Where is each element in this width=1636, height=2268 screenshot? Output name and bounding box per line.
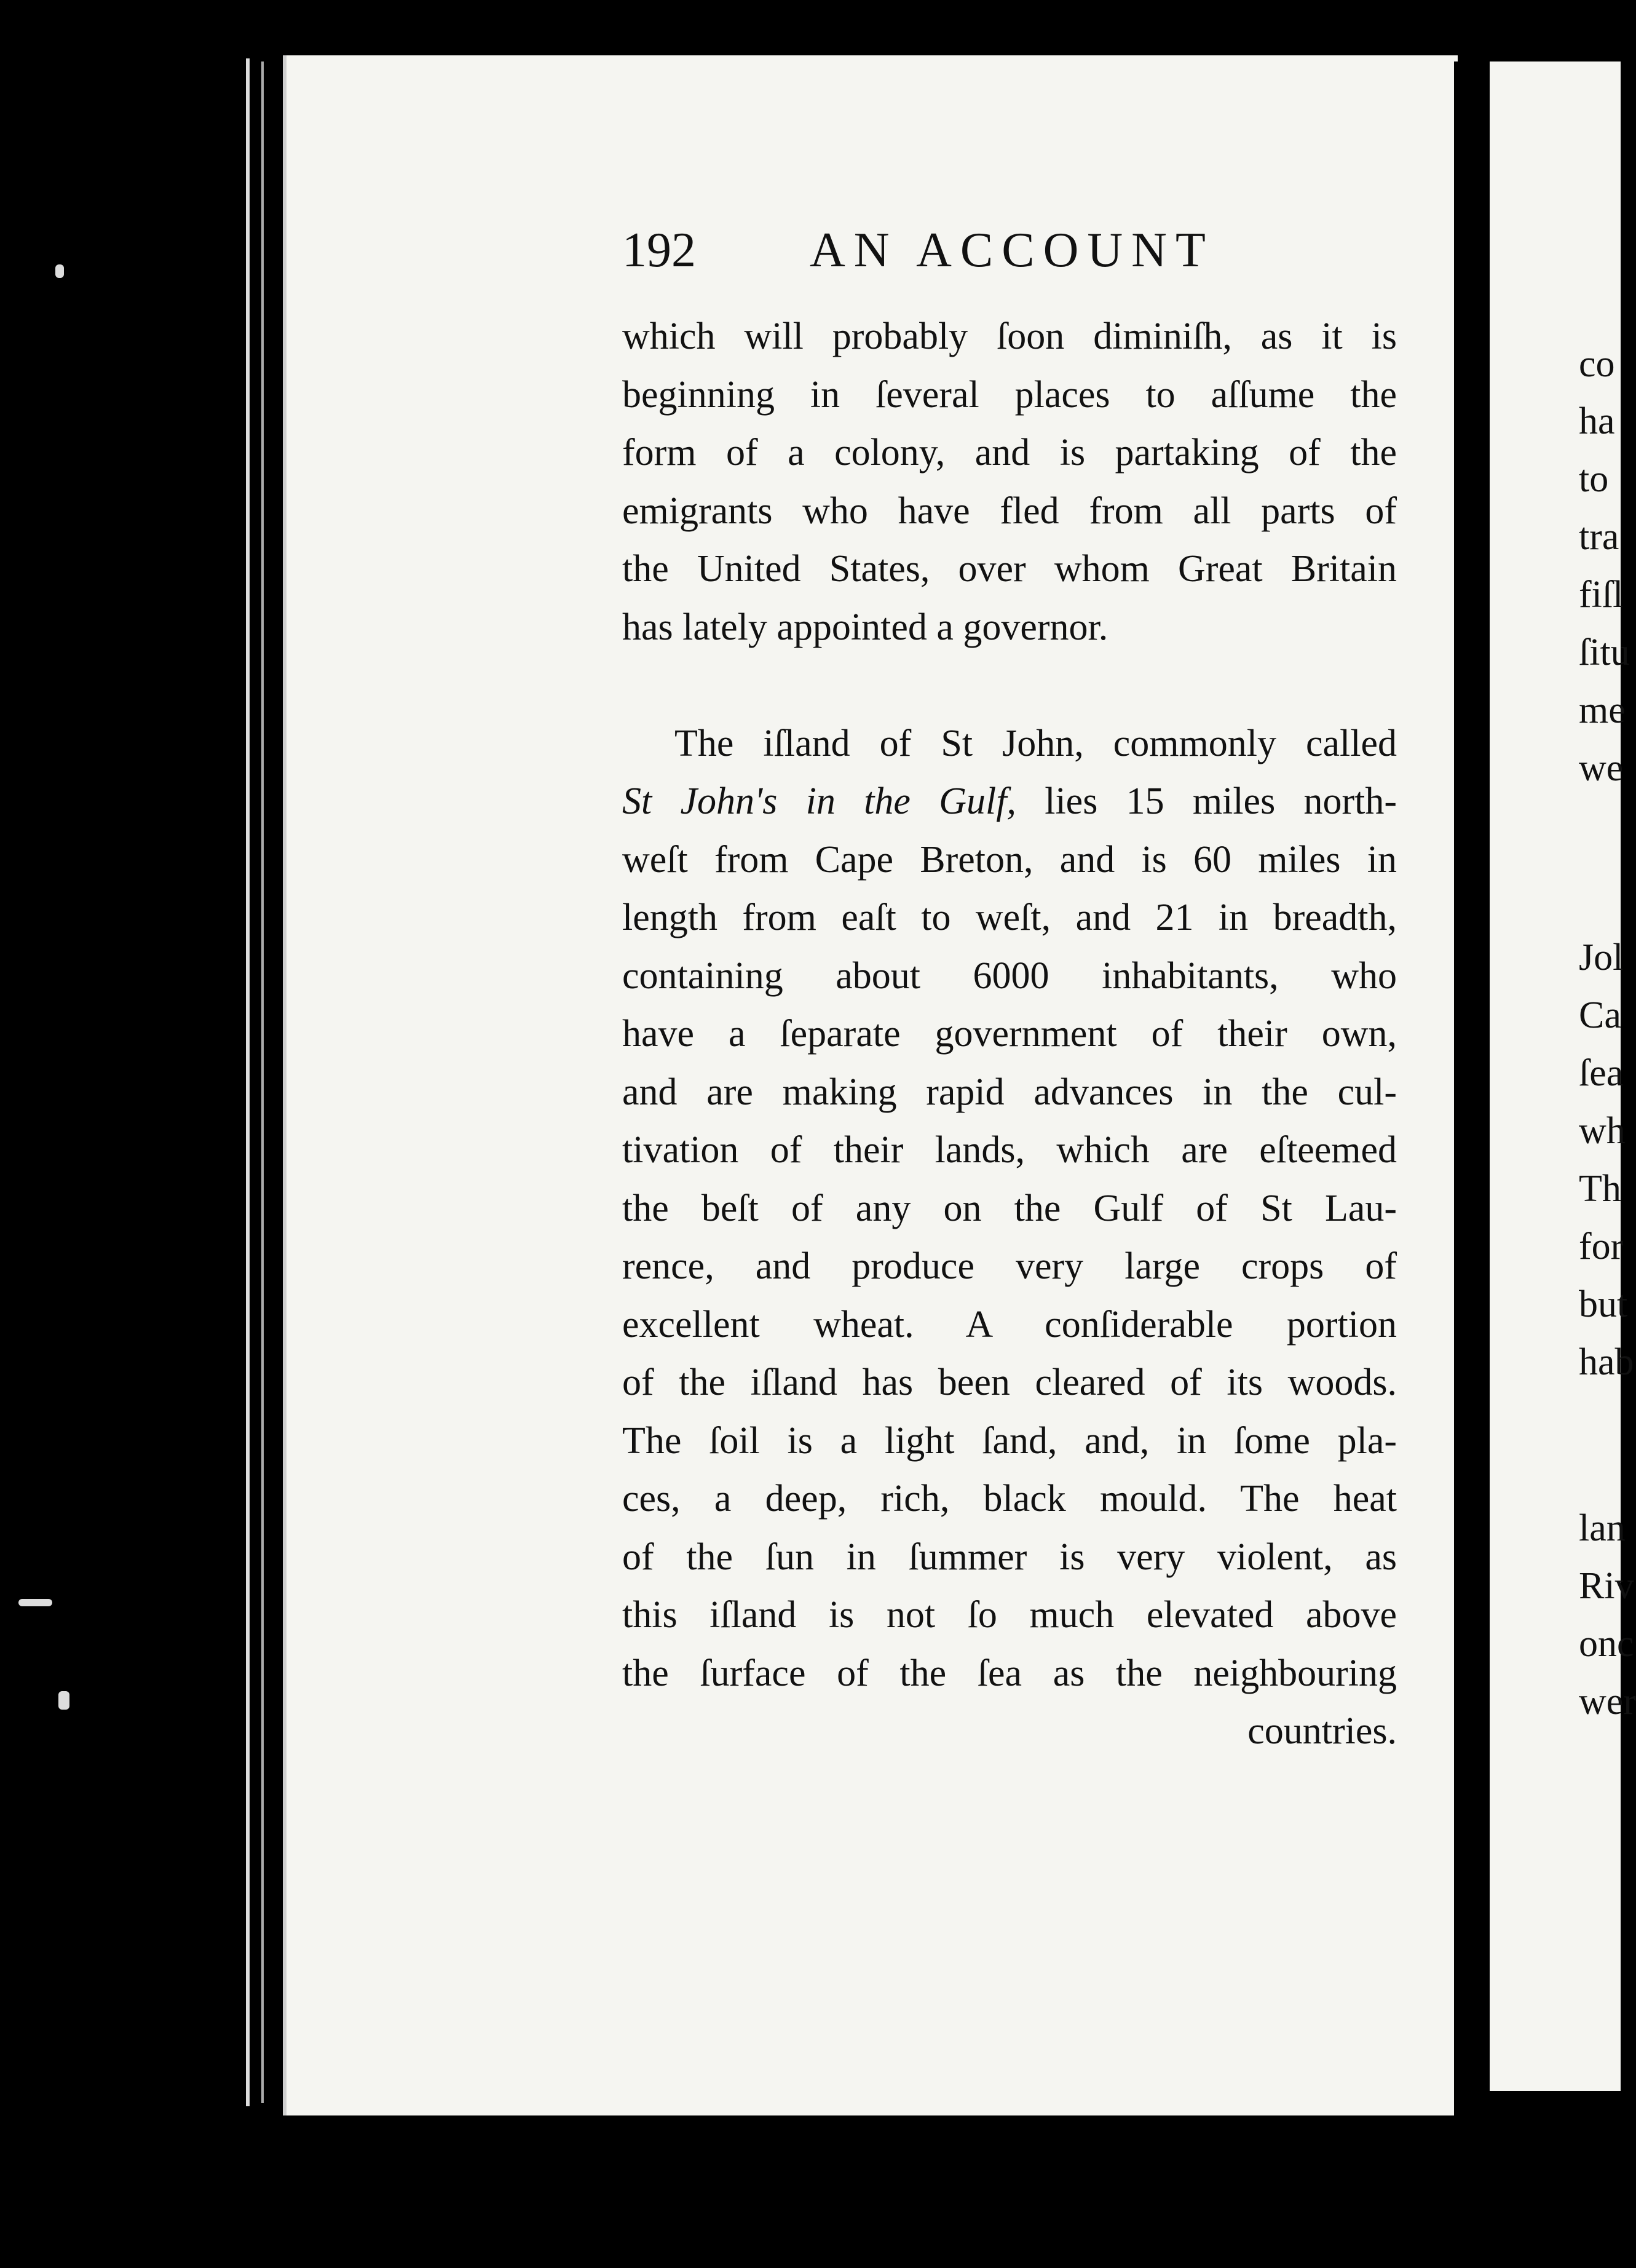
text-line: and are making rapid advances in the cul- — [622, 1071, 1397, 1113]
facing-page-fragment: tra — [1579, 516, 1619, 558]
running-head: AN ACCOUNT — [810, 223, 1214, 277]
facing-page-fragment: Ca — [1579, 994, 1621, 1036]
catchword: countries. — [1247, 1710, 1397, 1752]
text-line — [622, 772, 1397, 831]
text-line: tivation of their lands, which are eſteemed — [622, 1129, 1397, 1171]
facing-page-fragment: fiſl — [1579, 574, 1624, 616]
text-line: emigrants who have fled from all parts of — [622, 490, 1397, 532]
facing-page-fragment: me — [1579, 689, 1626, 731]
page-gutter — [1454, 61, 1490, 2122]
text-line: excellent wheat. A conſiderable portion — [622, 1303, 1397, 1346]
facing-page-fragment: ſea — [1579, 1052, 1624, 1094]
facing-page-fragment: onc — [1579, 1623, 1634, 1665]
facing-page-fragment: ſitu — [1579, 632, 1630, 673]
text-line: form of a colony, and is partaking of the — [622, 432, 1397, 474]
facing-page-fragment: Riv — [1579, 1565, 1634, 1607]
text-line: The iſland of St John, commonly called — [674, 722, 1397, 764]
text-line: the ſurface of the ſea as the neighbouring — [622, 1652, 1397, 1694]
scan-margin — [0, 0, 283, 2268]
text-line: rence, and produce very large crops of — [622, 1245, 1397, 1287]
italic-place-name: St John's in the Gulf, — [622, 780, 1016, 822]
text-line: length from eaſt to weſt, and 21 in breadth, — [622, 897, 1397, 938]
text-line: ces, a deep, rich, black mould. The heat — [622, 1478, 1397, 1520]
scan-mark — [55, 264, 64, 278]
facing-page-fragment: Jol — [1579, 937, 1624, 978]
facing-page-fragment: hab — [1579, 1341, 1634, 1383]
facing-page-fragment: but — [1579, 1283, 1628, 1325]
body-text — [622, 307, 1397, 1761]
facing-page-fragment: Th — [1579, 1168, 1621, 1210]
facing-page-fragment: wer — [1579, 1681, 1636, 1723]
text-span: lies 15 miles north- — [1045, 780, 1397, 822]
facing-page-fragment: co — [1579, 343, 1615, 385]
facing-page-fragment: lan — [1579, 1507, 1626, 1549]
facing-page-fragment: we — [1579, 747, 1624, 789]
text-line: have a ſeparate government of their own, — [622, 1013, 1397, 1055]
text-line: of the ſun in ſummer is very violent, as — [622, 1536, 1397, 1578]
text-line: containing about 6000 inhabitants, who — [622, 954, 1397, 997]
page-edge-line — [246, 58, 250, 2106]
page-number: 192 — [622, 223, 696, 277]
page-edge-line — [261, 61, 264, 2103]
paragraph-gap — [622, 656, 1397, 715]
text-line: of the iſland has been cleared of its woods. — [622, 1362, 1397, 1403]
facing-page-fragment: wh — [1579, 1110, 1626, 1152]
scan-mark — [18, 1599, 52, 1606]
text-line: this iſland is not ſo much elevated above — [622, 1594, 1397, 1636]
page-header — [622, 216, 1246, 284]
text-line: weſt from Cape Breton, and is 60 miles in — [622, 838, 1397, 881]
text-line: beginning in ſeveral places to aſſume the — [622, 373, 1397, 416]
text-line: The ſoil is a light ſand, and, in ſome pla- — [622, 1419, 1397, 1462]
text-line: the beſt of any on the Gulf of St Lau- — [622, 1187, 1397, 1229]
facing-page-fragment: for — [1579, 1226, 1624, 1267]
scan-mark — [58, 1691, 69, 1710]
text-line: has lately appointed a governor. — [622, 606, 1108, 648]
text-line: which will probably ſoon diminiſh, as it is — [622, 315, 1397, 357]
facing-page-fragment: ha — [1579, 400, 1615, 442]
facing-page-fragment: to — [1579, 458, 1609, 500]
text-line: the United States, over whom Great Britain — [622, 548, 1397, 590]
